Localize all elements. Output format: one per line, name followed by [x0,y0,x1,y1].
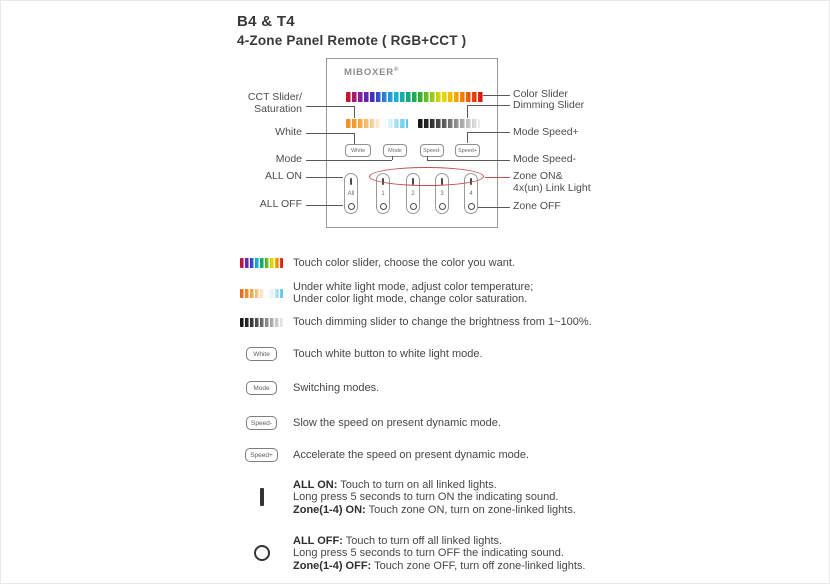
legend-row-all-on: ALL ON: Touch to turn on all linked lights. Long press 5 seconds to turn ON the indicating sound. Zone(1-4) ON: Touch zone ON, turn on zone-linked lights. [240,479,576,516]
connector-speed-minus [427,160,510,161]
connector-mode [306,160,392,161]
callout-dimming-slider: Dimming Slider [513,99,585,111]
off-icon[interactable] [468,203,475,210]
color-slider[interactable] [346,92,483,102]
brand-logo: MIBOXER® [344,67,400,79]
connector-speed-plus [467,132,510,133]
zone-on-highlight-ellipse [369,167,484,186]
callout-mode-speed-minus: Mode Speed- [513,153,577,165]
registered-mark: ® [393,67,400,73]
zone-label: 1 [381,191,385,197]
page-subtitle: 4-Zone Panel Remote ( RGB+CCT ) [237,33,467,48]
legend-row-mode-button: Mode Switching modes. [240,381,379,395]
connector-dimming [467,105,468,118]
page-title: B4 & T4 [237,13,295,30]
white-button[interactable]: White [345,144,371,157]
callout-zone-on-link: Zone ON& 4x(un) Link Light [513,170,591,194]
off-icon[interactable] [439,203,446,210]
legend-row-cct-slider: Under white light mode, adjust color temperature; Under color light mode, change color saturation. [240,281,533,306]
speed-plus-button-icon: Speed+ [245,448,278,462]
connector-zone-off [478,207,510,208]
off-icon[interactable] [410,203,417,210]
off-symbol-icon [254,545,270,561]
zone-label: 4 [469,191,473,197]
connector-color [483,95,510,96]
on-icon[interactable] [350,178,352,185]
zone-button-all[interactable] [344,173,358,214]
connector-white [306,133,354,134]
mode-button-icon: Mode [246,381,277,395]
connector-cct [354,106,355,118]
connector-white [354,133,355,144]
callout-cct-slider: CCT Slider/ Saturation [247,91,302,115]
callout-mode: Mode [275,153,302,165]
zone-label: 2 [411,191,415,197]
callout-mode-speed-plus: Mode Speed+ [513,126,579,138]
speed-minus-button-icon: Speed- [246,416,277,430]
legend-row-white-button: White Touch white button to white light mode. [240,347,483,361]
legend-row-speed-plus-button: Speed+ Accelerate the speed on present dynamic mode. [240,448,529,462]
connector-cct [306,106,354,107]
zone-label: 3 [440,191,444,197]
speed-plus-button[interactable]: Speed+ [455,144,480,157]
callout-color-slider: Color Slider [513,88,568,100]
mode-button[interactable]: Mode [383,144,407,157]
on-symbol-icon [260,488,264,506]
legend-row-speed-minus-button: Speed- Slow the speed on present dynamic mode. [240,416,501,430]
callout-all-on: ALL ON [265,170,302,182]
speed-minus-button[interactable]: Speed- [420,144,444,157]
off-icon[interactable] [380,203,387,210]
color-slider-icon [240,258,283,268]
legend-row-all-off: ALL OFF: Touch to turn off all linked lights. Long press 5 seconds to turn OFF the indicating sound. Zone(1-4) OFF: Touch zone OFF, turn off zone-linked lights. [240,535,585,572]
legend-row-color-slider: Touch color slider, choose the color you want. [240,257,515,269]
connector-speed-plus [467,132,468,143]
connector-all-off [306,205,343,206]
connector-mode [392,156,393,160]
remote-panel [326,58,498,228]
header [237,13,466,48]
connector-all-on [306,177,343,178]
connector-dimming [467,105,510,106]
callout-all-off: ALL OFF [259,198,302,210]
legend-row-dimming-slider: Touch dimming slider to change the brightness from 1~100%. [240,316,592,328]
dimming-slider[interactable] [418,119,480,128]
connector-speed-minus [427,156,428,160]
callout-white: White [275,126,302,138]
cct-saturation-slider[interactable] [346,119,408,128]
zone-label: All [347,191,355,197]
dimming-slider-icon [240,318,283,327]
white-button-icon: White [246,347,277,361]
callout-zone-off: Zone OFF [513,200,561,212]
off-icon[interactable] [348,203,355,210]
connector-zone-on [485,177,510,178]
cct-slider-icon [240,289,283,298]
